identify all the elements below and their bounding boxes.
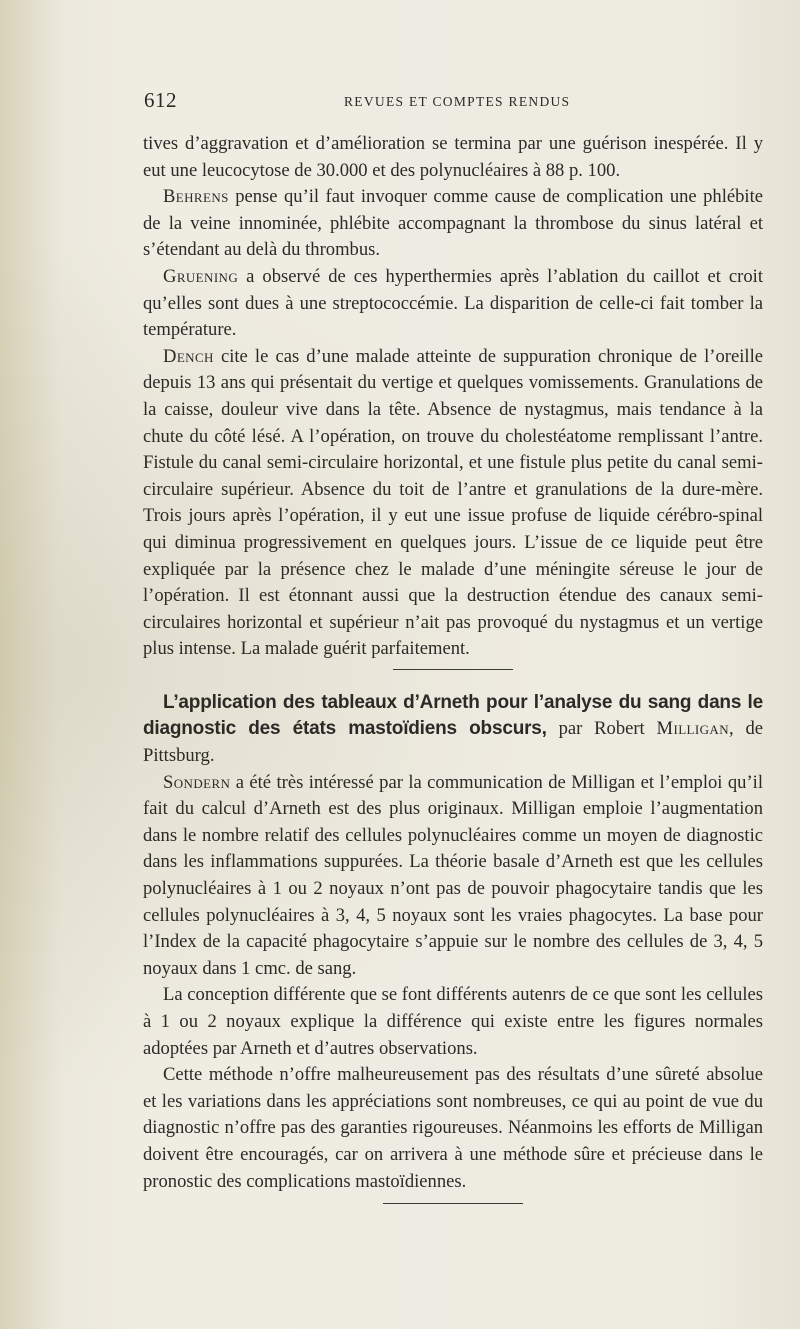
- paragraph-text: Cette méthode n’offre malheureusement pas des résultats d’une sûreté absolue et les variations dans les appréciations sont nombreuses, ce qui au point de vue du diagnostic n’offre pas des garanties rigoureuses. Néanmoins les efforts de Milligan doivent être encouragés, car on arrivera à une méthode sûre et précieuse dans le pronostic des complications mastoïdiennes.: [143, 1064, 763, 1192]
- paragraph-continued: [143, 131, 763, 184]
- section-divider: [393, 669, 513, 670]
- paragraph-text: tives d’aggravation et d’amélioration se termina par une guérison inespérée. Il y eut une leucocytose de 30.000 et des polynucléaires à 88 p. 100.: [143, 133, 763, 181]
- article-by: par Robert: [546, 718, 657, 740]
- paragraph-conception: [143, 982, 763, 1062]
- article-place: , de Pittsburg.: [143, 718, 763, 767]
- paragraph-gruening: [143, 264, 763, 344]
- author-name: Behrens: [163, 186, 229, 208]
- running-head: REVUES ET COMPTES RENDUS: [344, 94, 571, 109]
- page-header: [144, 88, 760, 116]
- paragraph-behrens: [143, 184, 763, 264]
- article-title: L’application des tableaux d’Arneth pour l’analyse du sang dans le diagnostic des états mastoïdiens obscurs,: [143, 691, 763, 740]
- author-name: Sondern: [163, 771, 231, 793]
- paragraph-text: a été très intéressé par la communication de Milligan et l’emploi qu’il fait du calcul d’Arneth est des plus originaux. Milligan emploie l’augmentation dans le nombre relatif des cellules polynucléaires comme un moyen de diagnostic dans les inflammations suppurées. La théorie basale d’Arneth est que les cellules polynucléaires à 1 ou 2 noyaux n’ont pas de pouvoir phagocytaire tandis que les cellules polynucléaires à 3, 4, 5 noyaux sont les vraies phagocytes. La base pour l’Index de la capacité phagocytaire s’appuie sur le nombre des cellules de 3, 4, 5 noyaux dans 1 cmc. de sang.: [143, 771, 763, 979]
- end-divider: [383, 1203, 523, 1204]
- article-author: Milligan: [656, 718, 729, 740]
- page-number: 612: [144, 88, 177, 112]
- article-heading: [143, 690, 763, 770]
- page-body: [143, 131, 763, 1204]
- paragraph-dench: [143, 344, 763, 663]
- paragraph-text: cite le cas d’une malade atteinte de suppuration chronique de l’oreille depuis 13 ans qui présentait du vertige et quelques vomissements. Granulations de la caisse, douleur vive dans la tête. Absence de nystagmus, mais tendance à la chute du côté lésé. A l’opération, on trouve du cholestéatome remplissant l’antre. Fistule du canal semi-circulaire horizontal, et une fistule plus petite du canal semi-circulaire supérieur. Absence du toit de l’antre et granulations de la dure-mère. Trois jours après l’opération, il y eut une issue profuse de liquide cérébro-spinal qui diminua progressivement en quelques jours. L’issue de ce liquide peut être expliquée par la présence chez le malade d’une méningite séreuse le jour de l’opération. Il est étonnant aussi que la destruction étendue des canaux semi-circulaires horizontal et supérieur n’ait pas provoqué du nystagmus et un vertige plus intense. La malade guérit parfaitement.: [143, 345, 763, 660]
- paragraph-text: La conception différente que se font différents autenrs de ce que sont les cellules à 1 ou 2 noyaux explique la différence qui existe entre les figures normales adoptées par Arneth et d’autres observations.: [143, 984, 763, 1059]
- author-name: Gruening: [163, 265, 239, 287]
- paragraph-text: a observé de ces hyperthermies après l’ablation du caillot et croit qu’elles sont dues à une streptococcémie. La disparition de celle-ci fait tomber la température.: [143, 265, 763, 341]
- paragraph-conclusion: [143, 1062, 763, 1195]
- author-name: Dench: [163, 345, 214, 367]
- paragraph-text: pense qu’il faut invoquer comme cause de complication une phlébite de la veine innominée, phlébite accompagnant la thrombose du sinus latéral et s’étendant au delà du thrombus.: [143, 186, 763, 261]
- paragraph-sondern: [143, 770, 763, 983]
